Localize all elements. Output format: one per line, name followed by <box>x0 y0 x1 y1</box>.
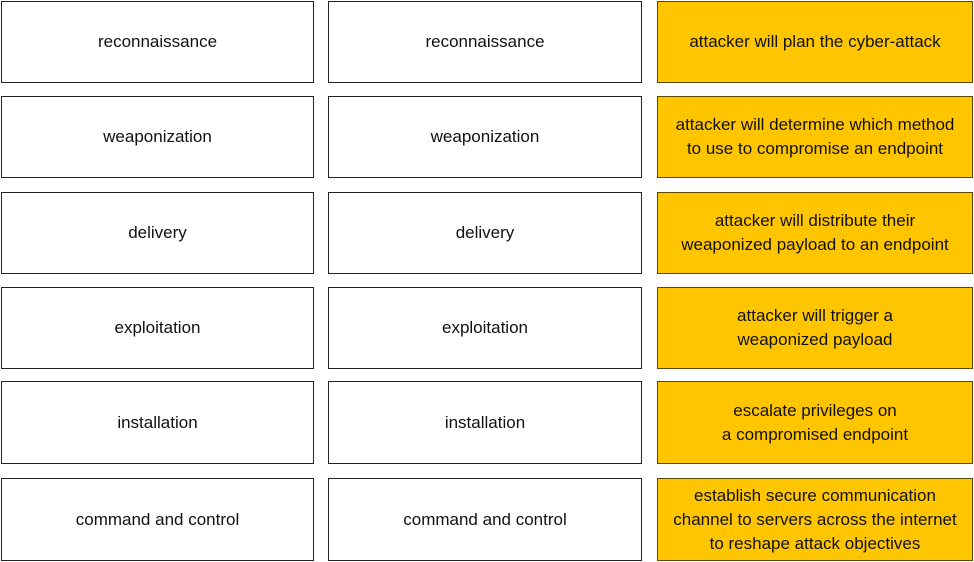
target-item-command-and-control[interactable]: command and control <box>328 478 642 561</box>
answer-item-exploitation[interactable]: attacker will trigger a weaponized payload <box>657 287 973 369</box>
answer-item-weaponization[interactable]: attacker will determine which method to use to compromise an endpoint <box>657 96 973 178</box>
source-item-exploitation[interactable]: exploitation <box>1 287 314 369</box>
source-item-reconnaissance[interactable]: reconnaissance <box>1 1 314 83</box>
target-item-delivery[interactable]: delivery <box>328 192 642 274</box>
answer-item-delivery[interactable]: attacker will distribute their weaponized payload to an endpoint <box>657 192 973 274</box>
target-item-reconnaissance[interactable]: reconnaissance <box>328 1 642 83</box>
target-item-weaponization[interactable]: weaponization <box>328 96 642 178</box>
answer-item-installation[interactable]: escalate privileges on a compromised endpoint <box>657 381 973 464</box>
source-item-delivery[interactable]: delivery <box>1 192 314 274</box>
source-item-command-and-control[interactable]: command and control <box>1 478 314 561</box>
target-item-installation[interactable]: installation <box>328 381 642 464</box>
source-item-weaponization[interactable]: weaponization <box>1 96 314 178</box>
source-item-installation[interactable]: installation <box>1 381 314 464</box>
target-item-exploitation[interactable]: exploitation <box>328 287 642 369</box>
answer-item-reconnaissance[interactable]: attacker will plan the cyber-attack <box>657 1 973 83</box>
answer-item-command-and-control[interactable]: establish secure communication channel to servers across the internet to reshape attack objectives <box>657 478 973 561</box>
